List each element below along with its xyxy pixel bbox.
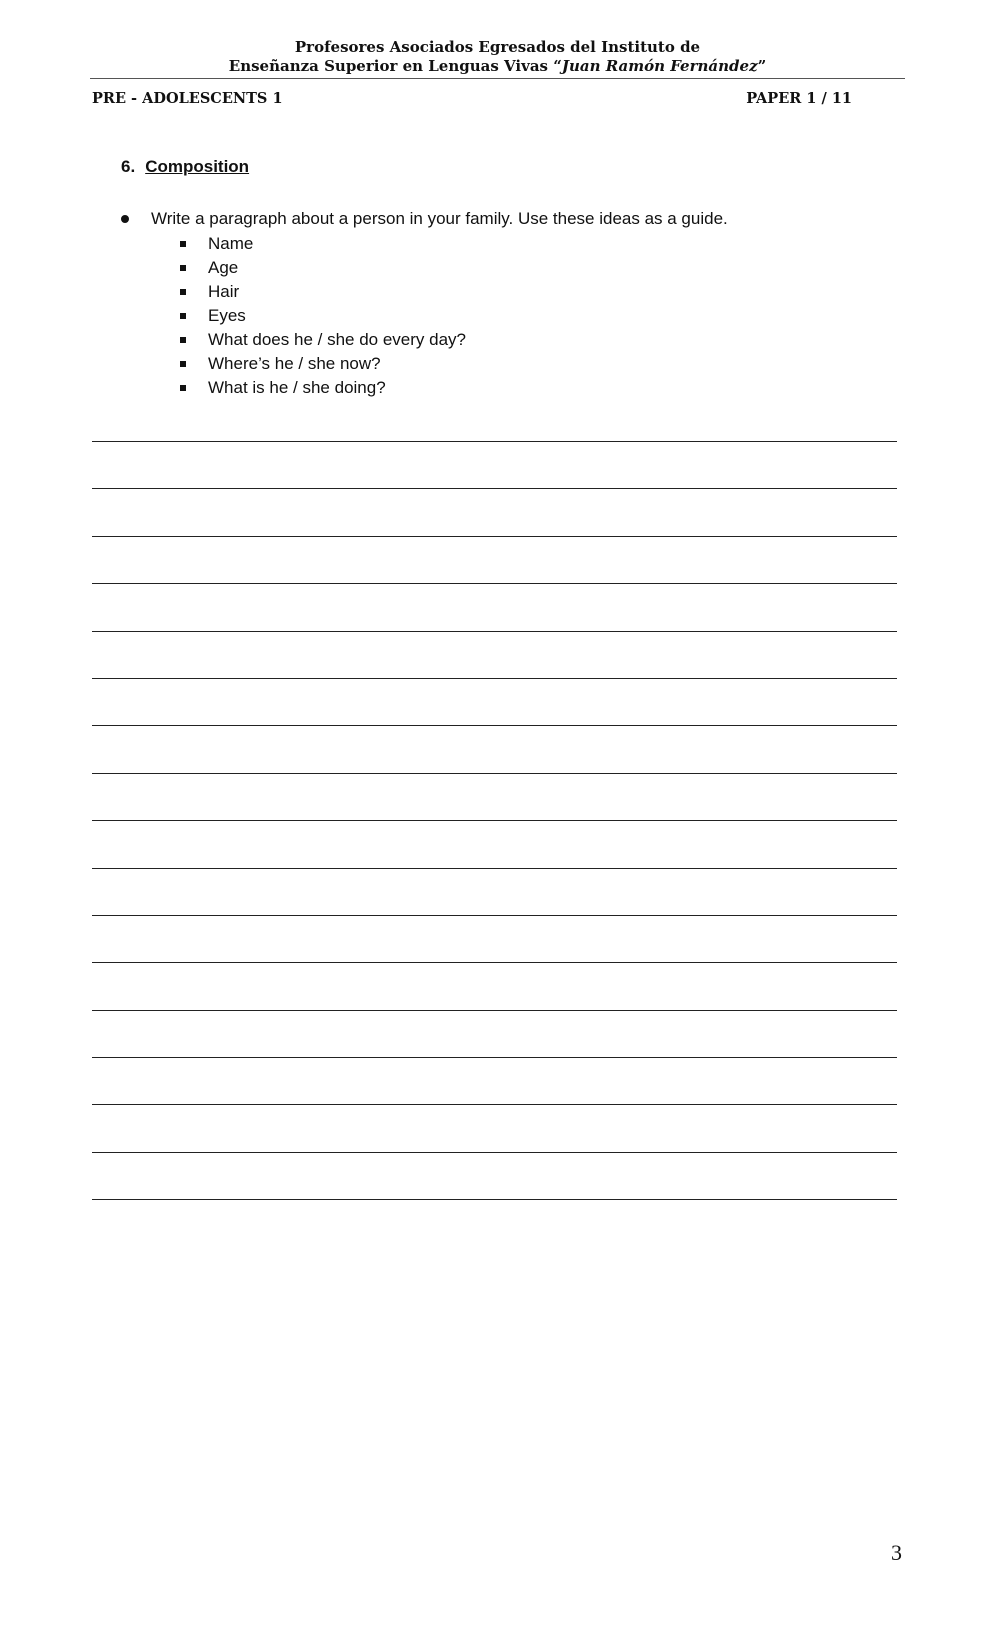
writing-line[interactable] — [92, 1152, 897, 1153]
writing-line[interactable] — [92, 1010, 897, 1011]
writing-line[interactable] — [92, 915, 897, 916]
writing-line[interactable] — [92, 536, 897, 537]
instruction-text: Write a paragraph about a person in your family. Use these ideas as a guide. — [151, 209, 728, 228]
writing-line[interactable] — [92, 441, 897, 442]
guide-item-text: Hair — [208, 282, 240, 301]
header-line-2-name: Juan Ramón Fernández — [561, 57, 758, 75]
writing-line[interactable] — [92, 1199, 897, 1200]
writing-line[interactable] — [92, 820, 897, 821]
section-number: 6. — [121, 157, 136, 176]
guide-item — [180, 328, 466, 352]
square-bullet-icon — [180, 265, 186, 271]
document-header — [90, 38, 905, 76]
writing-line[interactable] — [92, 488, 897, 489]
bullet-icon — [121, 215, 129, 223]
guide-item — [180, 376, 466, 400]
square-bullet-icon — [180, 241, 186, 247]
guide-item-text: Age — [208, 258, 239, 277]
guide-item — [180, 352, 466, 376]
writing-line[interactable] — [92, 725, 897, 726]
writing-line[interactable] — [92, 1104, 897, 1105]
writing-line[interactable] — [92, 962, 897, 963]
writing-line[interactable] — [92, 868, 897, 869]
instruction — [121, 209, 728, 229]
guide-list — [180, 232, 466, 400]
header-divider — [90, 78, 905, 79]
guide-item-text: Name — [208, 234, 254, 253]
writing-line[interactable] — [92, 1057, 897, 1058]
guide-item — [180, 256, 466, 280]
guide-item — [180, 280, 466, 304]
course-level: PRE - ADOLESCENTS 1 — [92, 90, 283, 107]
page-number: 3 — [891, 1540, 902, 1565]
header-line-2 — [90, 57, 905, 76]
square-bullet-icon — [180, 289, 186, 295]
guide-item — [180, 304, 466, 328]
square-bullet-icon — [180, 385, 186, 391]
square-bullet-icon — [180, 361, 186, 367]
writing-line[interactable] — [92, 583, 897, 584]
square-bullet-icon — [180, 337, 186, 343]
section-title: Composition — [145, 157, 250, 176]
section-heading — [121, 157, 249, 177]
guide-item-text: Where’s he / she now? — [208, 354, 381, 373]
writing-line[interactable] — [92, 631, 897, 632]
guide-item-text: What is he / she doing? — [208, 378, 386, 397]
square-bullet-icon — [180, 313, 186, 319]
paper-number: PAPER 1 / 11 — [746, 90, 852, 107]
header-line-2-prefix: Enseñanza Superior en Lenguas Vivas “ — [228, 57, 562, 75]
writing-line[interactable] — [92, 773, 897, 774]
guide-item-text: What does he / she do every day? — [208, 330, 466, 349]
guide-item — [180, 232, 466, 256]
writing-area[interactable] — [92, 441, 897, 1247]
writing-line[interactable] — [92, 678, 897, 679]
header-line-1: Profesores Asociados Egresados del Instituto de — [294, 38, 701, 56]
header-line-2-suffix: ” — [757, 57, 767, 75]
guide-item-text: Eyes — [208, 306, 246, 325]
